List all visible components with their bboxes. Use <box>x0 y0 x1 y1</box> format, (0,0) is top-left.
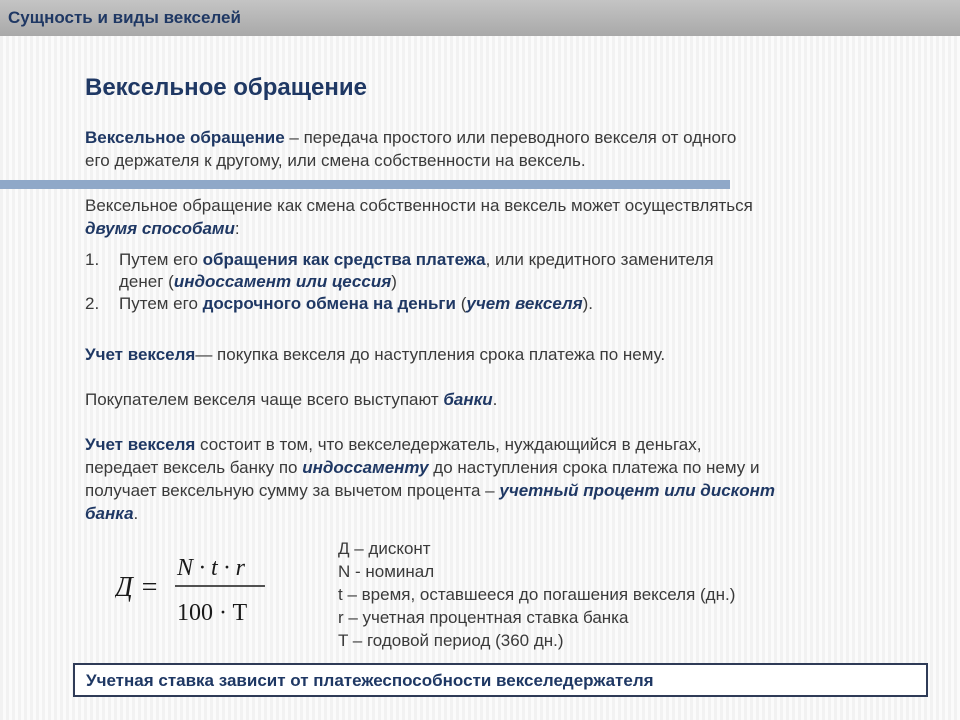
ways-intro-emph: двумя способами <box>85 219 235 238</box>
discount-term: Учет векселя <box>85 345 196 364</box>
header-title: Сущность и виды векселей <box>8 8 241 27</box>
ways-intro-colon: : <box>234 219 240 238</box>
header-bar <box>0 0 960 36</box>
formula-legend <box>338 537 735 652</box>
definition-line2: его держателя к другому, или смена собственности на вексель. <box>85 151 586 170</box>
discount-description <box>85 433 935 525</box>
list-text: , или кредитного заменителя <box>485 250 714 269</box>
legend-item: N - номинал <box>338 562 435 581</box>
buyers-emph: банки <box>443 390 493 409</box>
list-text: Путем его <box>119 250 203 269</box>
ways-list <box>85 249 905 315</box>
list-item <box>85 249 905 293</box>
buyers-paragraph <box>85 388 915 411</box>
list-bold: досрочного обмена на деньги <box>202 294 456 313</box>
discount-desc-text: состоит в том, что векселедержатель, нуждающийся в деньгах, <box>195 435 702 454</box>
discount-desc-text: . <box>133 504 139 523</box>
list-item <box>85 293 905 315</box>
discount-formula <box>115 548 275 628</box>
definition-paragraph <box>85 126 915 172</box>
slide-title: Вексельное обращение <box>85 74 367 101</box>
legend-item: T – годовой период (360 дн.) <box>338 631 564 650</box>
legend-item: t – время, оставшееся до погашения векселя (дн.) <box>338 585 736 604</box>
discount-desc-text: передает вексель банку по <box>85 458 303 477</box>
list-text: денег ( <box>119 272 174 291</box>
discount-desc-emph: банка <box>85 504 134 523</box>
discount-desc-emph: индоссаменту <box>302 458 429 477</box>
list-bold-italic: учет векселя <box>466 294 583 313</box>
discount-desc-term: Учет векселя <box>85 435 196 454</box>
ways-intro-line1: Вексельное обращение как смена собственности на вексель может осуществляться <box>85 196 753 215</box>
buyers-text: Покупателем векселя чаще всего выступают <box>85 390 444 409</box>
list-bold-italic: индоссамент или цессия <box>173 272 392 291</box>
formula-lhs: Д = <box>115 572 159 603</box>
discount-desc-text: до наступления срока платежа по нему и <box>428 458 760 477</box>
list-bold: обращения как средства платежа <box>202 250 486 269</box>
accent-rule <box>0 180 730 189</box>
formula-denominator: 100 · T <box>177 600 248 626</box>
ways-intro <box>85 194 935 240</box>
conclusion-box <box>73 663 928 697</box>
buyers-text: . <box>492 390 498 409</box>
list-text: ). <box>582 294 594 313</box>
list-number: 2. <box>85 294 100 313</box>
list-text: Путем его <box>119 294 203 313</box>
definition-rest: – передача простого или переводного векселя от одного <box>284 128 737 147</box>
list-text: ( <box>455 294 467 313</box>
discount-desc-text: получает вексельную сумму за вычетом процента – <box>85 481 500 500</box>
list-text: ) <box>391 272 397 291</box>
discount-definition <box>85 343 915 366</box>
discount-desc-emph: учетный процент или дисконт <box>499 481 776 500</box>
legend-item: Д – дисконт <box>338 539 431 558</box>
discount-definition-rest: — покупка векселя до наступления срока платежа по нему. <box>195 345 666 364</box>
legend-item: r – учетная процентная ставка банка <box>338 608 629 627</box>
conclusion-text: Учетная ставка зависит от платежеспособности векселедержателя <box>86 671 654 690</box>
definition-term: Вексельное обращение <box>85 128 285 147</box>
list-number: 1. <box>85 250 100 269</box>
formula-numerator: N · t · r <box>177 555 246 581</box>
